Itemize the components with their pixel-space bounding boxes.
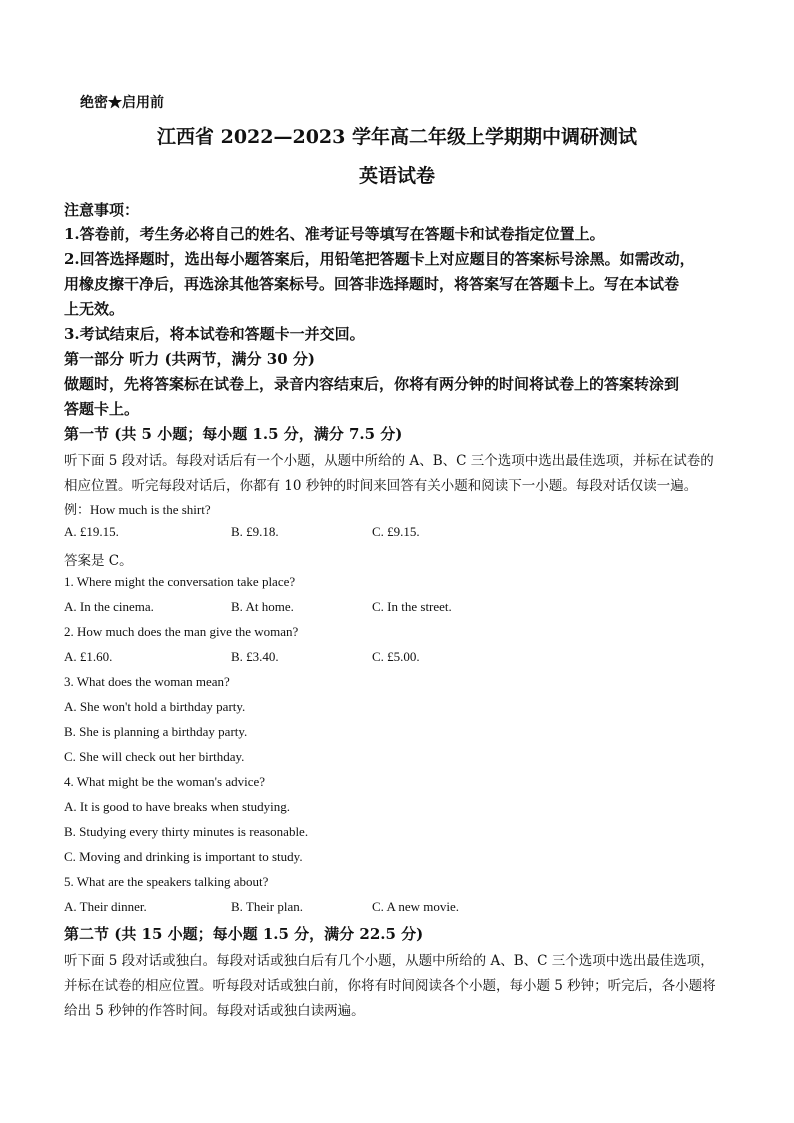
notes-item-2-line-3: 上无效。 — [64, 300, 125, 318]
example-option-a: A. £19.15. — [64, 524, 119, 539]
question-3-option-c: C. She will check out her birthday. — [64, 749, 245, 764]
example-option-b: B. £9.18. — [231, 524, 279, 539]
question-3-option-b: B. She is planning a birthday party. — [64, 724, 248, 739]
question-1: 1. Where might the conversation take place? — [64, 574, 296, 589]
question-1-option-b: B. At home. — [231, 599, 294, 614]
question-4-option-a: A. It is good to have breaks when studying. — [64, 799, 291, 814]
section1-heading: 第一节 (共 5 小题；每小题 1.5 分，满分 7.5 分) — [64, 425, 403, 443]
question-2-option-b: B. £3.40. — [231, 649, 279, 664]
question-5-option-a: A. Their dinner. — [64, 899, 147, 914]
question-2-option-c: C. £5.00. — [372, 649, 420, 664]
section1-instruction-line-1: 听下面 5 段对话。每段对话后有一个小题，从题中所给的 A、B、C 三个选项中选出最佳选项，并标在试卷的 — [64, 453, 714, 469]
question-3: 3. What does the woman mean? — [64, 674, 230, 689]
exam-title: 江西省 2022—2023 学年高二年级上学期期中调研测试 — [157, 126, 637, 148]
notes-item-3: 3.考试结束后，将本试卷和答题卡一并交回。 — [64, 325, 365, 343]
question-5-option-b: B. Their plan. — [231, 899, 303, 914]
example-answer: 答案是 C。 — [64, 553, 133, 569]
notes-heading: 注意事项： — [64, 201, 140, 219]
section2-instruction-line-3: 给出 5 秒钟的作答时间。每段对话或独白读两遍。 — [64, 1003, 365, 1019]
section2-heading: 第二节 (共 15 小题；每小题 1.5 分，满分 22.5 分) — [64, 925, 424, 943]
part1-intro-line-2: 答题卡上。 — [64, 400, 140, 418]
section2-instruction-line-2: 并标在试卷的相应位置。听每段对话或独白前，你将有时间阅读各个小题，每小题 5 秒钟；听完后，各小题将 — [64, 978, 716, 994]
question-1-option-c: C. In the street. — [372, 599, 452, 614]
question-2-option-a: A. £1.60. — [64, 649, 113, 664]
question-1-option-a: A. In the cinema. — [64, 599, 154, 614]
part1-heading: 第一部分 听力 (共两节，满分 30 分) — [64, 350, 315, 368]
example-question: 例：How much is the shirt? — [64, 502, 211, 517]
question-2: 2. How much does the man give the woman? — [64, 624, 299, 639]
section2-instruction-line-1: 听下面 5 段对话或独白。每段对话或独白后有几个小题，从题中所给的 A、B、C 三个选项中选出最佳选项， — [64, 953, 714, 969]
section1-instruction-line-2: 相应位置。听完每段对话后，你都有 10 秒钟的时间来回答有关小题和阅读下一小题。每段对话仅读一遍。 — [64, 478, 698, 494]
question-5: 5. What are the speakers talking about? — [64, 874, 269, 889]
notes-item-1: 1.答卷前，考生务必将自己的姓名、准考证号等填写在答题卡和试卷指定位置上。 — [64, 225, 605, 243]
question-4-option-b: B. Studying every thirty minutes is reasonable. — [64, 824, 309, 839]
question-4-option-c: C. Moving and drinking is important to study. — [64, 849, 303, 864]
secret-label: 绝密★启用前 — [80, 95, 164, 111]
exam-subtitle: 英语试卷 — [358, 165, 435, 187]
notes-item-2-line-2: 用橡皮擦干净后，再选涂其他答案标号。回答非选择题时，将答案写在答题卡上。写在本试卷 — [64, 275, 680, 293]
question-4: 4. What might be the woman's advice? — [64, 774, 266, 789]
example-option-c: C. £9.15. — [372, 524, 420, 539]
question-3-option-a: A. She won't hold a birthday party. — [64, 699, 246, 714]
notes-item-2-line-1: 2.回答选择题时，选出每小题答案后，用铅笔把答题卡上对应题目的答案标号涂黑。如需改动， — [64, 250, 695, 268]
part1-intro-line-1: 做题时，先将答案标在试卷上，录音内容结束后，你将有两分钟的时间将试卷上的答案转涂到 — [64, 375, 680, 393]
question-5-option-c: C. A new movie. — [372, 899, 460, 914]
